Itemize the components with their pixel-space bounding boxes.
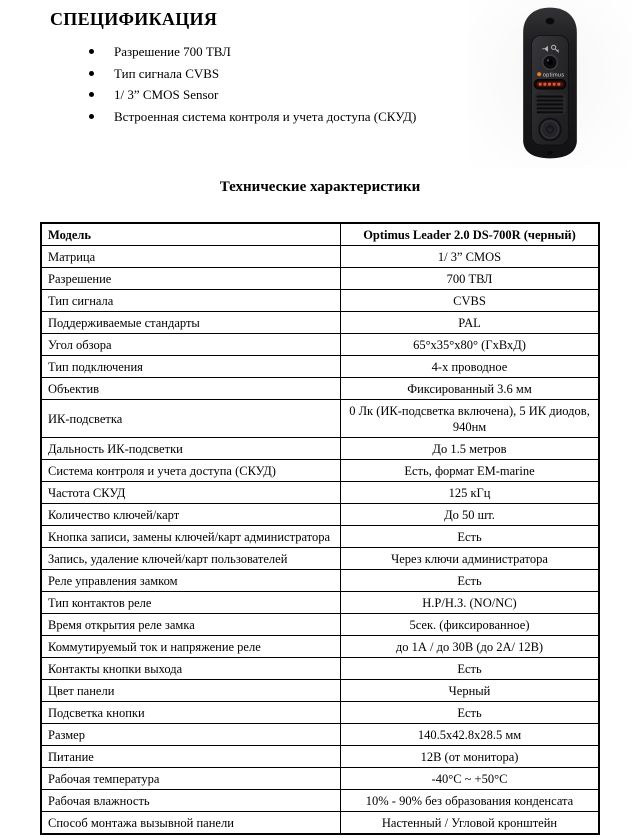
table-row [41,438,599,460]
spec-value-cell: До 50 шт. [341,504,600,526]
spec-value-cell: Есть, формат EM-marine [341,460,600,482]
call-button [539,119,561,141]
spec-value-cell: Есть [341,570,600,592]
spec-value-cell: PAL [341,312,600,334]
table-row [41,460,599,482]
spec-label-cell: Угол обзора [41,334,341,356]
spec-value-cell: 0 Лк (ИК-подсветка включена), 5 ИК диодов, 940нм [341,400,600,438]
spec-value-cell: до 1А / до 30В (до 2А/ 12В) [341,636,600,658]
spec-value-cell: -40°C ~ +50°C [341,768,600,790]
ir-led-strip [534,79,566,89]
spec-value-cell: 12В (от монитора) [341,746,600,768]
table-row [41,680,599,702]
table-row [41,592,599,614]
list-item [87,84,477,106]
bullet-text: Встроенная система контроля и учета доступа (СКУД) [114,108,417,124]
spec-value-cell: Есть [341,658,600,680]
list-item [87,106,477,128]
spec-label-cell: Реле управления замком [41,570,341,592]
spec-label-cell: Объектив [41,378,341,400]
bullet-icon [89,114,94,119]
bullet-text: 1/ 3” CMOS Sensor [114,87,219,102]
spec-value-cell: Черный [341,680,600,702]
table-row [41,526,599,548]
spec-value-cell: Есть [341,526,600,548]
spec-table-body [41,223,599,834]
table-row [41,246,599,268]
table-row [41,570,599,592]
table-row [41,790,599,812]
table-row [41,702,599,724]
spec-value-cell: Настенный / Угловой кронштейн [341,812,600,835]
spec-value-cell: CVBS [341,290,600,312]
top-camera-hole [546,18,555,25]
table-row [41,482,599,504]
spec-label-cell: Рабочая влажность [41,790,341,812]
spec-value-cell: До 1.5 метров [341,438,600,460]
spec-label-cell: Разрешение [41,268,341,290]
spec-label-cell: Размер [41,724,341,746]
spec-label-cell: Поддерживаемые стандарты [41,312,341,334]
table-row [41,614,599,636]
table-row [41,658,599,680]
spec-value-cell: 700 ТВЛ [341,268,600,290]
logo-text: optimus [542,72,565,79]
model-value-cell: Optimus Leader 2.0 DS-700R (черный) [341,223,600,246]
spec-label-cell: Тип контактов реле [41,592,341,614]
spec-label-cell: Питание [41,746,341,768]
list-item [87,63,477,85]
spec-value-cell: Фиксированный 3.6 мм [341,378,600,400]
spec-label-cell: Подсветка кнопки [41,702,341,724]
spec-label-cell: ИК-подсветка [41,400,341,438]
spec-label-cell: Коммутируемый ток и напряжение реле [41,636,341,658]
bullet-text: Тип сигнала CVBS [114,65,220,81]
table-row [41,768,599,790]
spec-label-cell: Количество ключей/карт [41,504,341,526]
spec-label-cell: Запись, удаление ключей/карт пользователей [41,548,341,570]
spec-label-cell: Кнопка записи, замены ключей/карт администратора [41,526,341,548]
spec-value-cell: 10% - 90% без образования конденсата [341,790,600,812]
bottom-screw-hole [547,151,552,155]
spec-label-cell: Система контроля и учета доступа (СКУД) [41,460,341,482]
spec-label-cell: Матрица [41,246,341,268]
spec-bullet-list [87,41,477,127]
list-item [87,41,477,63]
table-row [41,504,599,526]
bullet-icon [89,49,94,54]
spec-label-cell: Цвет панели [41,680,341,702]
speaker-grille [534,93,566,115]
spec-value-cell: Н.Р/Н.З. (NO/NC) [341,592,600,614]
spec-label-cell: Дальность ИК-подсветки [41,438,341,460]
spec-table [40,222,600,835]
table-row [41,636,599,658]
spec-label-cell: Тип сигнала [41,290,341,312]
spec-value-cell: 4-х проводное [341,356,600,378]
bullet-text: Разрешение 700 ТВЛ [114,44,231,59]
table-row [41,268,599,290]
table-row [41,400,599,438]
table-row [41,724,599,746]
doorbell-product-image [468,0,632,168]
table-header-row [41,223,599,246]
bullet-icon [89,92,94,97]
spec-label-cell: Контакты кнопки выхода [41,658,341,680]
spec-label-cell: Тип подключения [41,356,341,378]
model-label-cell: Модель [41,223,341,246]
table-row [41,356,599,378]
page-title: СПЕЦИФИКАЦИЯ [50,9,218,29]
table-row [41,334,599,356]
spec-value-cell: 1/ 3” CMOS [341,246,600,268]
spec-label-cell: Частота СКУД [41,482,341,504]
table-row [41,312,599,334]
spec-label-cell: Время открытия реле замка [41,614,341,636]
spec-value-cell: 65°х35°х80° (ГхВхД) [341,334,600,356]
spec-value-cell: 125 кГц [341,482,600,504]
section-title: Технические характеристики [219,179,421,195]
doorbell-illustration [518,6,582,162]
table-row [41,290,599,312]
spec-value-cell: Есть [341,702,600,724]
table-row [41,812,599,835]
spec-label-cell: Способ монтажа вызывной панели [41,812,341,835]
table-row [41,746,599,768]
spec-value-cell: 140.5х42.8х28.5 мм [341,724,600,746]
table-row [41,548,599,570]
spec-value-cell: Через ключи администратора [341,548,600,570]
spec-value-cell: 5сек. (фиксированное) [341,614,600,636]
table-row [41,378,599,400]
bullet-icon [89,71,94,76]
spec-label-cell: Рабочая температура [41,768,341,790]
